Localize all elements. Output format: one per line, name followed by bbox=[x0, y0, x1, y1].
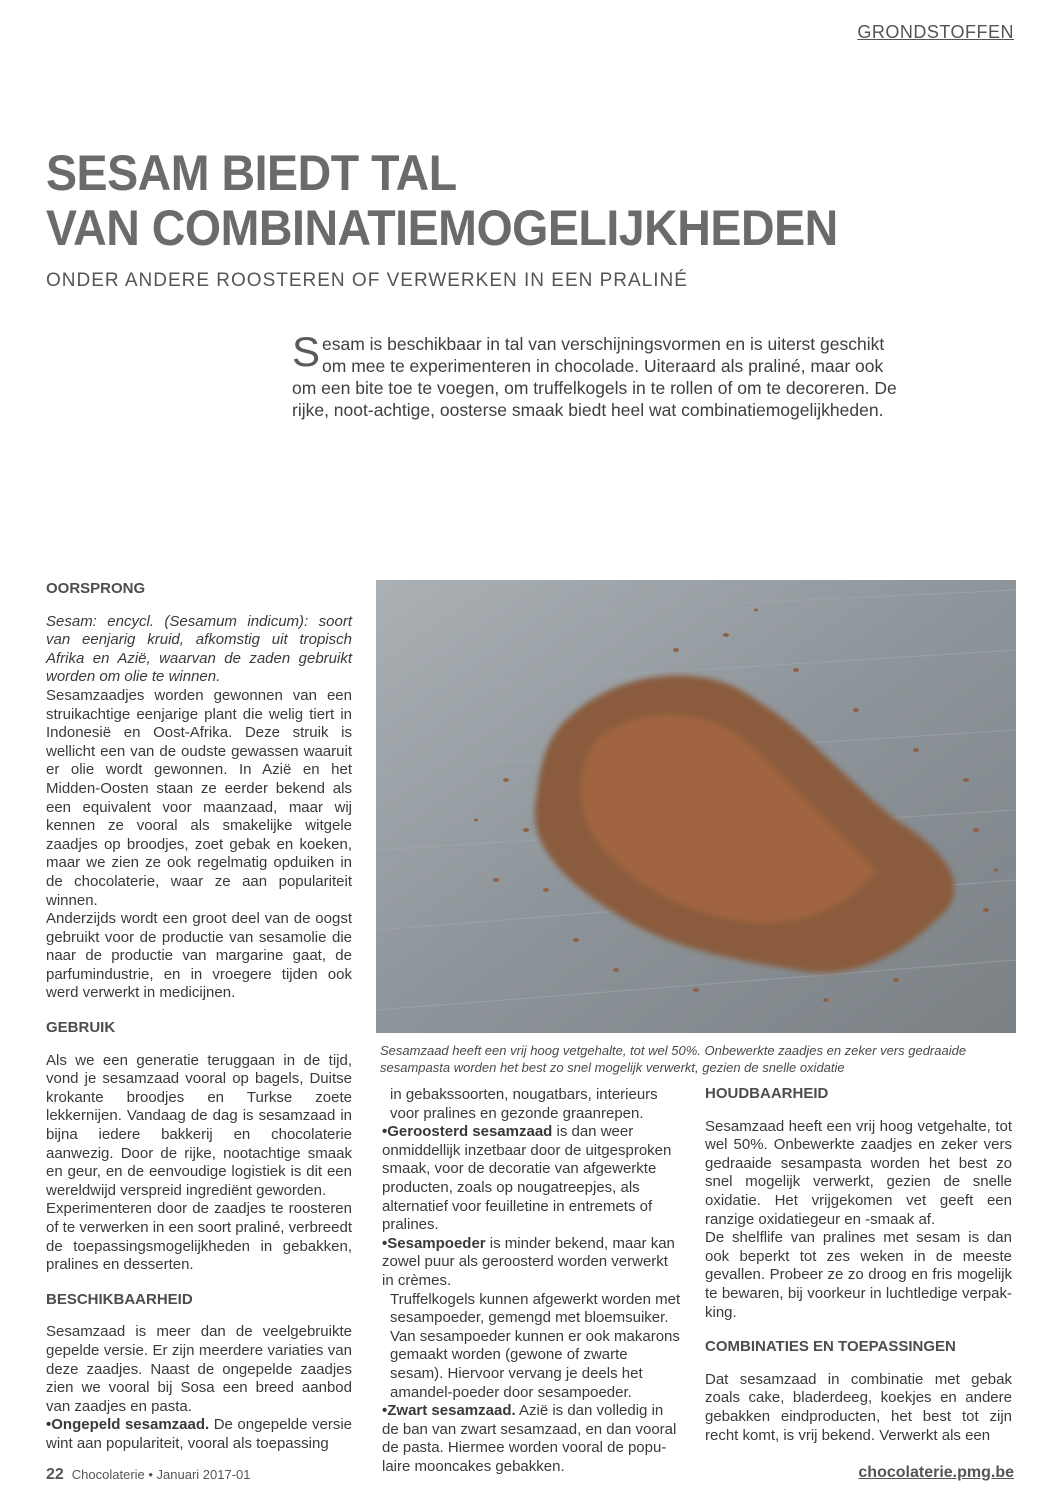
bullet-zwart-label: •Zwart sesamzaad. bbox=[382, 1402, 516, 1420]
website-link[interactable]: chocolaterie.pmg.be bbox=[858, 1464, 1014, 1481]
column-2 bbox=[382, 1086, 682, 1476]
column-3 bbox=[705, 1085, 1012, 1445]
bullet-zwart-text: Azië is dan volledig in de ban van zwart sesamzaad, en dan vooral de pasta. Hiermee worden vooral de popu-laire mooncakes gebakken. bbox=[382, 1402, 677, 1475]
caption-line-1: Sesamzaad heeft een vrij hoog vetgehalte, tot wel 50%. Onbewerkte zaadjes en zeker vers gedraaide bbox=[380, 1043, 967, 1058]
title-line-1: SESAM BIEDT TAL bbox=[46, 145, 457, 201]
heading-oorsprong: OORSPRONG bbox=[46, 580, 146, 597]
caption-line-2: sesampasta worden het best zo snel mogelijk verwerkt, gezien de snelle oxidatie bbox=[380, 1060, 845, 1075]
bullet-sesampoeder-text: is minder bekend, maar kan zowel puur als geroosterd worden verwerkt in crèmes. bbox=[382, 1234, 675, 1289]
bullet-geroosterd-text: is dan weer onmiddellijk inzetbaar door de uitgesproken smaak, voor de decoratie van afgewerkte producten, zoals op nougatreepjes, als alternatief voor feuilletine in entremets of pralines. bbox=[382, 1123, 672, 1234]
bullet-ongepeld-label: •Ongepeld sesamzaad. bbox=[46, 1416, 210, 1434]
gebruik-paragraph-1: Als we een generatie teruggaan in de tijd, vond je sesamzaad vooral op bagels, Duitse krokante broodjes en Turkse zoete lekkernijen. Vandaag de dag is sesamzaad in bijna iedere bakkerij en chocolaterie aanwezig. Door de rijke, nootachtige smaak en geur, en de eenvoudige logistiek is dit een wereldwijd verspreid ingrediënt geworden. bbox=[46, 1051, 352, 1199]
section-label: GRONDSTOFFEN bbox=[857, 22, 1014, 42]
houdbaarheid-paragraph-1: Sesamzaad heeft een vrij hoog vetgehalte, tot wel 50%. Onbewerkte zaadjes en zeker vers gedraaide sesampasta worden het best zo snel mogelijk verwerkt, gezien de snelle oxidatie. Het vrijgekomen vet geeft een ranzige oxidatiegeur en -smaak af. bbox=[705, 1117, 1012, 1228]
bullet-geroosterd bbox=[382, 1123, 682, 1235]
bullet-ongepeld bbox=[46, 1416, 352, 1453]
oorsprong-paragraph-1: Sesamzaadjes worden gewonnen van een struikachtige eenjarige plant die welig tiert in Indonesië en Oost-Afrika. Deze struik is wellicht een van de oudste gewassen waaruit er olie wordt gewonnen. In Azië en het Midden-Oosten staan ze eerder bekend als een equivalent voor maanzaad, maar wij kennen ze vooral als smakelijke witgele zaadjes op broodjes, zoet gebak en koeken, maar we zien ze ook regelmatig opduiken in de chocolaterie, waar ze aan populariteit winnen. bbox=[46, 686, 352, 909]
heading-combinaties: COMBINATIES EN TOEPASSINGEN bbox=[705, 1338, 956, 1356]
article-subtitle: ONDER ANDERE ROOSTEREN OF VERWERKEN IN EEN PRALINÉ bbox=[46, 270, 688, 291]
oorsprong-paragraph-2: Anderzijds wordt een groot deel van de oogst gebruikt voor de productie van sesamolie die naar de productie van margarine gaat, de parfumindustrie, en in vroegere tijden ook werd verwerkt in medicijnen. bbox=[46, 910, 352, 1002]
sesame-photo bbox=[376, 580, 1016, 1033]
bullet-geroosterd-label: •Geroosterd sesamzaad bbox=[382, 1123, 553, 1141]
beschikbaarheid-paragraph: Sesamzaad is meer dan de veelgebruikte gepelde versie. Er zijn meerdere variaties van deze zaadjes. Naast de ongepelde zaadjes zien we vooral bij Sosa een breed aanbod van zaadjes en pasta. bbox=[46, 1323, 352, 1415]
page-number: 22 bbox=[46, 1466, 64, 1483]
sesame-seeds-image bbox=[376, 580, 1016, 1033]
bullet-sesampoeder-label: •Sesampoeder bbox=[382, 1234, 486, 1252]
photo-caption bbox=[380, 1042, 1030, 1076]
intro-paragraph bbox=[292, 328, 912, 421]
heading-houdbaarheid: HOUDBAARHEID bbox=[705, 1085, 829, 1102]
oorsprong-definition: Sesam: encycl. (Sesamum indicum): soort van eenjarig kruid, afkomstig uit tropisch Afrika en Azië, waarvan de zaden gebruikt worden om olie te winnen. bbox=[46, 612, 352, 686]
gebruik-paragraph-2: Experimenteren door de zaadjes te roosteren of te verwerken in een soort praliné, verbreedt de toepassingsmogelijkheden in gebakken, pralines en desserten. bbox=[46, 1200, 352, 1274]
houdbaarheid-paragraph-2: De shelflife van pralines met sesam is dan ook beperkt tot zes weken in de meeste gevallen. Probeer ze zo droog en fris mogelijk te bewaren, bij voorkeur in luchtledige verpak-king. bbox=[705, 1229, 1012, 1321]
combinaties-paragraph: Dat sesamzaad in combinatie met gebak zoals cake, bladerdeeg, koekjes en andere gebakken eindproducten, het best tot zijn recht komt, is vrij bekend. Verwerkt als een bbox=[705, 1370, 1012, 1444]
bullet-zwart bbox=[382, 1402, 682, 1476]
footer-left bbox=[46, 1466, 251, 1484]
sesampoeder-more: Truffelkogels kunnen afgewerkt worden met sesampoeder, gemengd met bloemsuiker. Van sesampoeder kunnen er ook makarons gemaakt worden (gewone of zwarte sesam). Hiervoor vervang je deels het amandel-poeder door sesampoeder. bbox=[390, 1290, 681, 1401]
drop-cap: S bbox=[292, 328, 321, 375]
bullet-ongepeld-continued: in gebakssoorten, nougatbars, interieurs voor pralines en gezonde graanrepen. bbox=[390, 1086, 658, 1122]
heading-beschikbaarheid: BESCHIKBAARHEID bbox=[46, 1290, 193, 1308]
title-line-2: VAN COMBINATIEMOGELIJKHEDEN bbox=[46, 200, 838, 256]
intro-text: esam is beschikbaar in tal van verschijningsvormen en is uiterst geschikt om mee te experimenteren in chocolade. Uiteraard als praliné, maar ook om een bite toe te voegen, om truffelkogels in te rollen of om te decoreren. De rijke, noot-achtige, oosterse smaak biedt heel wat combinatiemogelijkheden. bbox=[292, 334, 897, 420]
bullet-ongepeld-text: De ongepelde versie wint aan populariteit, vooral als toepassing bbox=[46, 1416, 352, 1452]
bullet-sesampoeder bbox=[382, 1235, 682, 1291]
heading-gebruik: GEBRUIK bbox=[46, 1019, 116, 1037]
publication-info: Chocolaterie • Januari 2017-01 bbox=[71, 1467, 251, 1482]
column-1 bbox=[46, 580, 352, 1454]
article-title bbox=[46, 146, 939, 256]
